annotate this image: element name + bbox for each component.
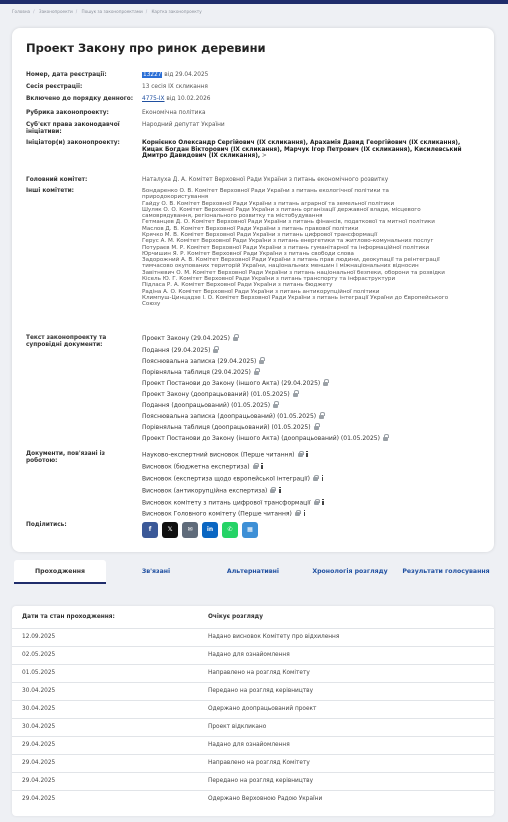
lock-icon — [213, 349, 218, 353]
tabs-bar — [12, 560, 494, 584]
related-document-title[interactable]: Науково-експертний висновок (Перше читання) — [142, 451, 295, 459]
row-date: 01.05.2025 — [22, 670, 56, 676]
document-title[interactable]: Проект Закону (доопрацьований) (01.05.2025) — [142, 391, 290, 398]
related-document-title[interactable]: Висновок (бюджетна експертиза) — [142, 463, 250, 471]
document-link[interactable] — [142, 380, 328, 387]
committee-line: самоврядування, регіонального розвитку та містобудування — [142, 213, 323, 220]
progress-table — [12, 606, 494, 816]
lock-icon — [319, 415, 324, 419]
top-bar — [0, 0, 508, 4]
committee-line: Кісель Ю. Г. Комітет Верховної Ради України з питань транспорту та інфраструктури — [142, 275, 396, 282]
related-document-title[interactable]: Висновок Головного комітету (Перше читання) — [142, 510, 292, 518]
row-date: 29.04.2025 — [22, 778, 56, 784]
table-row — [12, 754, 494, 770]
table-row — [12, 646, 494, 662]
row-date: 29.04.2025 — [22, 796, 56, 802]
related-document-title[interactable]: Висновок (антикорупційна експертиза) — [142, 487, 268, 495]
document-title[interactable]: Пояснювальна записка (доопрацьований) (01.05.2025) — [142, 413, 317, 420]
breadcrumb-bills[interactable]: Законопроекти — [38, 9, 73, 14]
related-document-link[interactable] — [142, 499, 325, 507]
row-date: 30.04.2025 — [22, 724, 56, 730]
document-title[interactable]: Порівняльна таблиця (доопрацьований) (01.05.2025) — [142, 424, 311, 431]
subject-label: Суб'єкт права законодавчої ініціативи: — [26, 122, 120, 135]
main-committee-value: Наталуха Д. А. Комітет Верховної Ради України з питань економічного розвитку — [142, 177, 389, 183]
reg-value — [142, 72, 482, 79]
committee-line: природокористування — [142, 194, 209, 201]
tab-alternative[interactable]: Альтернативні — [226, 568, 280, 575]
table-row — [12, 772, 494, 788]
info-icon[interactable] — [306, 451, 309, 457]
row-state: Надано висновок Комітету про відхилення — [208, 634, 340, 640]
initiators-value — [142, 140, 482, 160]
committee-line: Герус А. М. Комітет Верховної Ради України з питань енергетики та житлово-комунальних послуг — [142, 238, 434, 245]
document-link[interactable] — [142, 402, 278, 409]
table-row — [12, 700, 494, 716]
table-row — [12, 664, 494, 680]
document-link[interactable] — [142, 435, 388, 442]
table-row — [12, 628, 494, 644]
lock-icon — [253, 465, 258, 469]
document-title[interactable]: Проект Постанови до Закону (іншого Акта) (29.04.2025) — [142, 380, 321, 387]
lock-icon — [273, 404, 278, 408]
row-state: Надано для ознайомлення — [208, 652, 290, 658]
related-document-link[interactable] — [142, 510, 306, 518]
column-header-date: Дати та стан проходження: — [22, 614, 115, 620]
committee-line: Підласа Р. А. Комітет Верховної Ради України з питань бюджету — [142, 282, 333, 289]
row-date: 29.04.2025 — [22, 760, 56, 766]
committee-line: Маслов Д. В. Комітет Верховної Ради України з питань правової політики — [142, 225, 359, 232]
bill-card — [12, 28, 494, 552]
x-icon[interactable]: 𝕏 — [162, 522, 178, 538]
related-label: Документи, пов'язані із роботою: — [26, 451, 105, 464]
rubric-label: Рубрика законопроекту: — [26, 110, 109, 116]
committee-line: Завітневич О. М. Комітет Верховної Ради України з питань національної безпеки, оборони та розвідки — [142, 269, 445, 276]
committee-line: Крячко М. В. Комітет Верховної Ради України з питань цифрової трансформації — [142, 231, 378, 238]
breadcrumb-home[interactable]: Головна — [12, 9, 31, 14]
lock-icon — [233, 337, 238, 341]
row-date: 30.04.2025 — [22, 688, 56, 694]
committee-line: Климпуш-Цинцадзе І. О. Комітет Верховної Ради України з питань інтеграції України до Європейського — [142, 294, 449, 301]
document-title[interactable]: Подання (доопрацьований) (01.05.2025) — [142, 402, 271, 409]
committee-line: Потураєв М. Р. Комітет Верховної Ради України з питань гуманітарної та інформаційної політики — [142, 244, 430, 251]
info-icon[interactable] — [261, 463, 264, 469]
agenda-date: від 10.02.2026 — [166, 96, 211, 102]
committee-line: Радіна А. О. Комітет Верховної Ради України з питань антикорупційної політики — [142, 288, 380, 295]
document-link[interactable] — [142, 391, 298, 398]
reg-date: від 29.04.2025 — [164, 72, 209, 78]
committee-line: Союзу — [142, 301, 161, 308]
whatsapp-icon[interactable]: ✆ — [222, 522, 238, 538]
table-row — [12, 736, 494, 752]
email-icon[interactable]: ✉ — [182, 522, 198, 538]
lock-icon — [298, 453, 303, 457]
document-link[interactable] — [142, 358, 264, 365]
lock-icon — [293, 393, 298, 397]
lock-icon — [313, 477, 318, 481]
document-title[interactable]: Пояснювальна записка (29.04.2025) — [142, 358, 257, 365]
subject-value: Народний депутат України — [142, 122, 225, 128]
tab-linked[interactable]: Зв'язані — [141, 568, 171, 575]
rubric-value: Економічна політика — [142, 110, 206, 116]
lock-icon — [323, 382, 328, 386]
row-state: Надано для ознайомлення — [208, 742, 290, 748]
row-state: Передано на розгляд керівництву — [208, 688, 313, 694]
agenda-value — [142, 96, 482, 103]
related-document-title[interactable]: Висновок (експертиза щодо європейської інтеграції) — [142, 475, 310, 483]
info-icon[interactable] — [321, 475, 324, 481]
related-document-link[interactable] — [142, 451, 309, 459]
linkedin-icon[interactable]: in — [202, 522, 218, 538]
table-row — [12, 682, 494, 698]
breadcrumb-search[interactable]: Пошук за законопроектами — [81, 9, 143, 14]
share-label: Поділитись: — [26, 522, 67, 528]
row-date: 29.04.2025 — [22, 742, 56, 748]
tab-voting-results[interactable]: Результати голосування — [402, 568, 490, 575]
committee-line: Гайду О. В. Комітет Верховної Ради України з питань аграрної та земельної політики — [142, 200, 395, 207]
document-title[interactable]: Порівняльна таблиця (29.04.2025) — [142, 369, 251, 376]
other-committees-list — [142, 188, 482, 307]
page-title: Проект Закону про ринок деревини — [26, 41, 266, 55]
committee-line: Юрчишин Я. Р. Комітет Верховної Ради України з питань свободи слова — [142, 250, 354, 257]
related-document-link[interactable] — [142, 463, 264, 471]
facebook-icon[interactable]: f — [142, 522, 158, 538]
info-icon[interactable] — [322, 499, 325, 505]
row-state: Проект відкликано — [208, 724, 267, 730]
document-title[interactable]: Проект Постанови до Закону (іншого Акта) (доопрацьований) (01.05.2025) — [142, 435, 380, 442]
lock-icon — [254, 371, 259, 375]
session-label: Сесія реєстрації: — [26, 84, 83, 90]
committee-line: тимчасово окупованих територій України, національних меншин і міжнаціональних відносин — [142, 263, 419, 270]
lock-icon — [295, 512, 300, 516]
reg-label: Номер, дата реєстрації: — [26, 72, 107, 78]
committee-line: Бондаренко О. В. Комітет Верховної Ради України з питань екологічної політики та — [142, 188, 389, 194]
row-date: 30.04.2025 — [22, 706, 56, 712]
row-date: 02.05.2025 — [22, 652, 56, 658]
main-committee-label: Головний комітет: — [26, 177, 88, 183]
other-committees-label: Інші комітети: — [26, 188, 74, 194]
related-document-link[interactable] — [142, 475, 324, 483]
breadcrumb-current: Картка законопроекту — [151, 9, 202, 14]
lock-icon — [259, 360, 264, 364]
initiators-list: Корнієнко Олександр Сергійович (IX скликання), Арахамія Давид Георгійович (IX скликання), Кицак Богдан Вікторович (IX скликання), Марчук Ігор Петрович (IX скликання), Кисилевський Дмитро Давидович (IX скликання), — [142, 140, 462, 160]
agenda-label: Включено до порядку денного: — [26, 96, 134, 102]
row-state: Направлено на розгляд Комітету — [208, 670, 310, 676]
committee-line: Шуляк О. О. Комітет Верховної Ради України з питань організації державної влади, місцевого — [142, 206, 421, 213]
initiators-more-icon[interactable]: > — [261, 153, 267, 160]
tab-chronology[interactable]: Хронологія розгляду — [312, 568, 388, 575]
row-state: Одержано доопрацьований проект — [208, 706, 317, 712]
column-header-state: Очікує розгляду — [208, 614, 264, 620]
row-date: 12.09.2025 — [22, 634, 56, 640]
lock-icon — [270, 489, 275, 493]
lock-icon — [314, 501, 319, 505]
info-icon[interactable] — [303, 510, 306, 516]
reg-number[interactable]: 13227 — [143, 72, 162, 78]
committee-line: Гетманцев Д. О. Комітет Верховної Ради України з питань фінансів, податкової та митної політики — [142, 219, 435, 226]
document-link[interactable] — [142, 335, 238, 342]
tab-progress[interactable]: Проходження — [14, 560, 106, 584]
row-state: Направлено на розгляд Комітету — [208, 760, 310, 766]
document-title[interactable]: Подання (29.04.2025) — [142, 347, 211, 354]
agenda-number-link[interactable]: 4775-IX — [142, 96, 165, 102]
document-link[interactable] — [142, 413, 324, 420]
row-state: Передано на розгляд керівництву — [208, 778, 313, 784]
lock-icon — [383, 437, 388, 441]
related-document-link[interactable] — [142, 487, 281, 495]
initiators-label: Ініціатор(и) законопроекту: — [26, 140, 120, 146]
more-icon[interactable]: ▦ — [242, 522, 258, 538]
document-link[interactable] — [142, 347, 218, 354]
document-link[interactable] — [142, 369, 259, 376]
table-row — [12, 718, 494, 734]
table-row — [12, 790, 494, 806]
document-link[interactable] — [142, 424, 319, 431]
related-document-title[interactable]: Висновок комітету з питань цифрової трансформації — [142, 499, 311, 507]
lock-icon — [314, 426, 319, 430]
breadcrumb: Головна / Законопроекти / Пошук за законопроектами / Картка законопроекту — [12, 9, 202, 14]
info-icon[interactable] — [278, 487, 281, 493]
document-title[interactable]: Проект Закону (29.04.2025) — [142, 335, 230, 342]
committee-line: Задорожний А. В. Комітет Верховної Ради України з питань прав людини, деокупації та реінтеграції — [142, 257, 440, 264]
docs-label: Текст законопроекту та супровідні документи: — [26, 335, 107, 348]
row-state: Одержано Верховною Радою України — [208, 796, 323, 802]
session-value: 13 сесія IX скликання — [142, 84, 208, 90]
